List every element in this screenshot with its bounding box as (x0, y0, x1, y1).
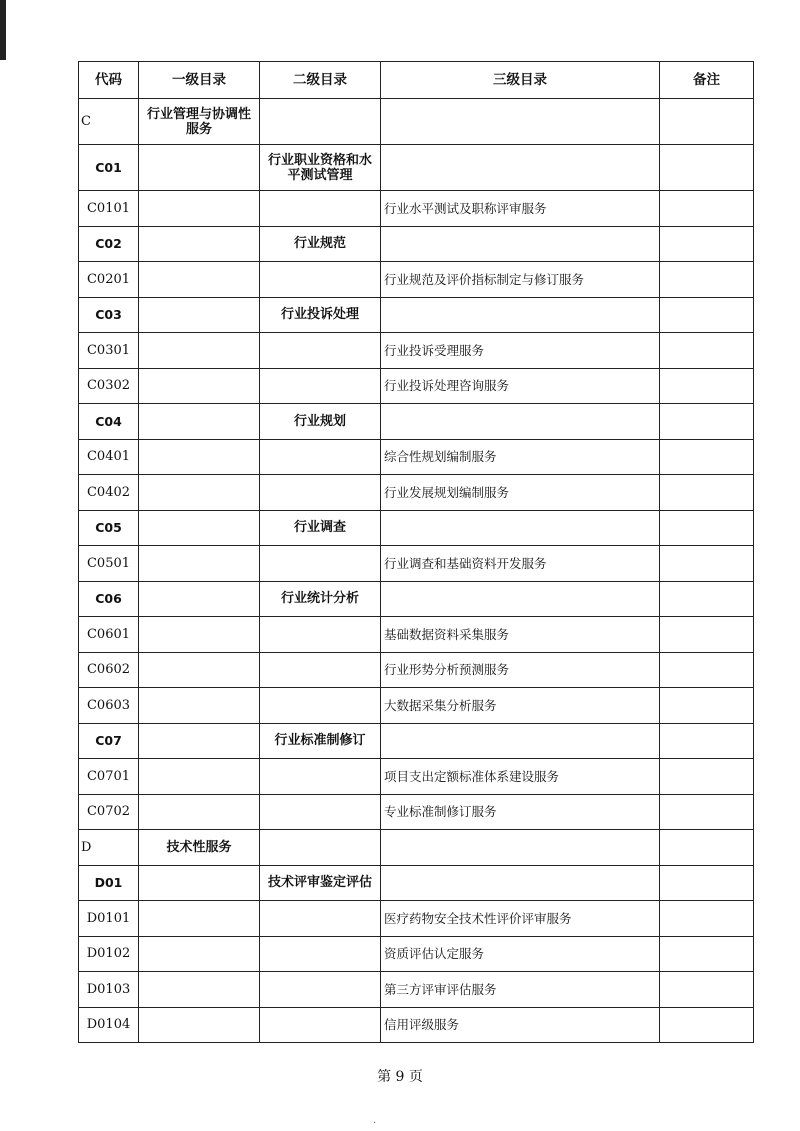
cell-level2 (260, 333, 381, 369)
cell-level3: 项目支出定额标准体系建设服务 (381, 759, 660, 795)
cell-note (660, 297, 754, 333)
cell-code: C0701 (79, 759, 139, 795)
cell-level3 (381, 226, 660, 262)
cell-note (660, 439, 754, 475)
cell-level1 (139, 901, 260, 937)
cell-level1 (139, 510, 260, 546)
cell-code: C0602 (79, 652, 139, 688)
cell-note (660, 99, 754, 145)
cell-level1 (139, 368, 260, 404)
cell-note (660, 145, 754, 191)
table-row (79, 936, 754, 972)
cell-level2 (260, 439, 381, 475)
cell-code: D0101 (79, 901, 139, 937)
table-row (79, 262, 754, 298)
cell-code: C0201 (79, 262, 139, 298)
cell-level2 (260, 368, 381, 404)
cell-note (660, 830, 754, 866)
table-row (79, 145, 754, 191)
cell-note (660, 368, 754, 404)
cell-level3: 行业投诉处理咨询服务 (381, 368, 660, 404)
table-row (79, 333, 754, 369)
table-row (79, 794, 754, 830)
cell-code: C02 (79, 226, 139, 262)
cell-level2 (260, 99, 381, 145)
cell-level3: 专业标准制修订服务 (381, 794, 660, 830)
table-row (79, 226, 754, 262)
header-level2: 二级目录 (260, 62, 381, 99)
cell-level3: 医疗药物安全技术性评价评审服务 (381, 901, 660, 937)
cell-code: D (79, 830, 139, 866)
service-catalog-table (78, 61, 754, 1043)
cell-note (660, 901, 754, 937)
cell-level2 (260, 546, 381, 582)
cell-level1 (139, 972, 260, 1008)
cell-note (660, 262, 754, 298)
cell-note (660, 723, 754, 759)
cell-level3 (381, 581, 660, 617)
cell-level3 (381, 510, 660, 546)
cell-note (660, 546, 754, 582)
scan-edge-mark (0, 0, 6, 60)
table-body (79, 99, 754, 1043)
cell-level1 (139, 794, 260, 830)
cell-level1 (139, 617, 260, 653)
cell-level3: 行业形势分析预测服务 (381, 652, 660, 688)
cell-code: C0402 (79, 475, 139, 511)
table-row (79, 99, 754, 145)
cell-level1 (139, 439, 260, 475)
cell-level3: 行业发展规划编制服务 (381, 475, 660, 511)
cell-level2: 行业调查 (260, 510, 381, 546)
cell-level1 (139, 865, 260, 901)
cell-level1: 技术性服务 (139, 830, 260, 866)
cell-code: C0301 (79, 333, 139, 369)
cell-level1 (139, 262, 260, 298)
cell-level1 (139, 404, 260, 440)
cell-note (660, 936, 754, 972)
cell-level2: 行业职业资格和水平测试管理 (260, 145, 381, 191)
cell-note (660, 652, 754, 688)
cell-level3: 资质评估认定服务 (381, 936, 660, 972)
table-row (79, 759, 754, 795)
cell-note (660, 794, 754, 830)
cell-level2: 行业规划 (260, 404, 381, 440)
cell-code: C0601 (79, 617, 139, 653)
cell-code: C01 (79, 145, 139, 191)
table-row (79, 972, 754, 1008)
cell-code: C03 (79, 297, 139, 333)
cell-level1 (139, 759, 260, 795)
table-row (79, 830, 754, 866)
header-note: 备注 (660, 62, 754, 99)
table-row (79, 475, 754, 511)
cell-level3: 综合性规划编制服务 (381, 439, 660, 475)
table-row (79, 297, 754, 333)
cell-note (660, 475, 754, 511)
cell-level3: 行业规范及评价指标制定与修订服务 (381, 262, 660, 298)
cell-level3 (381, 865, 660, 901)
header-level1: 一级目录 (139, 62, 260, 99)
cell-level2: 行业投诉处理 (260, 297, 381, 333)
cell-note (660, 510, 754, 546)
cell-code: D0102 (79, 936, 139, 972)
table-row (79, 404, 754, 440)
cell-note (660, 581, 754, 617)
cell-code: D0104 (79, 1007, 139, 1043)
cell-level3: 行业水平测试及职称评审服务 (381, 191, 660, 227)
cell-note (660, 759, 754, 795)
cell-level3 (381, 404, 660, 440)
table-row (79, 723, 754, 759)
cell-note (660, 226, 754, 262)
table-row (79, 368, 754, 404)
cell-level2 (260, 972, 381, 1008)
cell-note (660, 972, 754, 1008)
cell-code: C0302 (79, 368, 139, 404)
cell-code: C06 (79, 581, 139, 617)
cell-level2 (260, 475, 381, 511)
cell-level2 (260, 617, 381, 653)
cell-level3: 基础数据资料采集服务 (381, 617, 660, 653)
cell-code: C0702 (79, 794, 139, 830)
table-row (79, 439, 754, 475)
cell-level2: 技术评审鉴定评估 (260, 865, 381, 901)
cell-level1 (139, 1007, 260, 1043)
cell-note (660, 333, 754, 369)
cell-level2 (260, 936, 381, 972)
table-row (79, 191, 754, 227)
table-row (79, 617, 754, 653)
cell-level2 (260, 652, 381, 688)
cell-level2: 行业统计分析 (260, 581, 381, 617)
cell-level2 (260, 830, 381, 866)
cell-level1 (139, 475, 260, 511)
cell-code: C0401 (79, 439, 139, 475)
header-row (79, 62, 754, 99)
cell-level2 (260, 1007, 381, 1043)
cell-level2: 行业标准制修订 (260, 723, 381, 759)
table-row (79, 688, 754, 724)
cell-level1 (139, 145, 260, 191)
header-code: 代码 (79, 62, 139, 99)
cell-code: C07 (79, 723, 139, 759)
cell-code: C0501 (79, 546, 139, 582)
cell-note (660, 191, 754, 227)
cell-note (660, 617, 754, 653)
cell-code: C05 (79, 510, 139, 546)
cell-code: C04 (79, 404, 139, 440)
cell-level2: 行业规范 (260, 226, 381, 262)
table-row (79, 652, 754, 688)
cell-level2 (260, 262, 381, 298)
cell-level3 (381, 99, 660, 145)
scan-speck: · (373, 1118, 377, 1129)
cell-level3 (381, 297, 660, 333)
cell-level2 (260, 794, 381, 830)
cell-code: C (79, 99, 139, 145)
cell-note (660, 1007, 754, 1043)
cell-level1 (139, 191, 260, 227)
cell-level3: 信用评级服务 (381, 1007, 660, 1043)
page-number: 第 9 页 (377, 1069, 423, 1085)
table-header (79, 62, 754, 99)
cell-level3 (381, 830, 660, 866)
cell-level2 (260, 688, 381, 724)
cell-note (660, 404, 754, 440)
cell-level1 (139, 688, 260, 724)
cell-note (660, 688, 754, 724)
table-row (79, 865, 754, 901)
cell-level1 (139, 546, 260, 582)
table-row (79, 1007, 754, 1043)
cell-level2 (260, 901, 381, 937)
cell-level1 (139, 226, 260, 262)
cell-level3 (381, 145, 660, 191)
cell-code: D01 (79, 865, 139, 901)
header-level3: 三级目录 (381, 62, 660, 99)
table-row (79, 901, 754, 937)
cell-level3: 行业调查和基础资料开发服务 (381, 546, 660, 582)
cell-code: D0103 (79, 972, 139, 1008)
cell-level3: 大数据采集分析服务 (381, 688, 660, 724)
cell-level2 (260, 759, 381, 795)
cell-level3: 第三方评审评估服务 (381, 972, 660, 1008)
cell-level1 (139, 723, 260, 759)
cell-level1 (139, 297, 260, 333)
cell-level1: 行业管理与协调性服务 (139, 99, 260, 145)
cell-level1 (139, 581, 260, 617)
table-row (79, 581, 754, 617)
cell-level2 (260, 191, 381, 227)
cell-level1 (139, 333, 260, 369)
cell-code: C0603 (79, 688, 139, 724)
table-row (79, 546, 754, 582)
cell-code: C0101 (79, 191, 139, 227)
table-row (79, 510, 754, 546)
cell-level1 (139, 652, 260, 688)
cell-level1 (139, 936, 260, 972)
cell-level3 (381, 723, 660, 759)
cell-note (660, 865, 754, 901)
cell-level3: 行业投诉受理服务 (381, 333, 660, 369)
